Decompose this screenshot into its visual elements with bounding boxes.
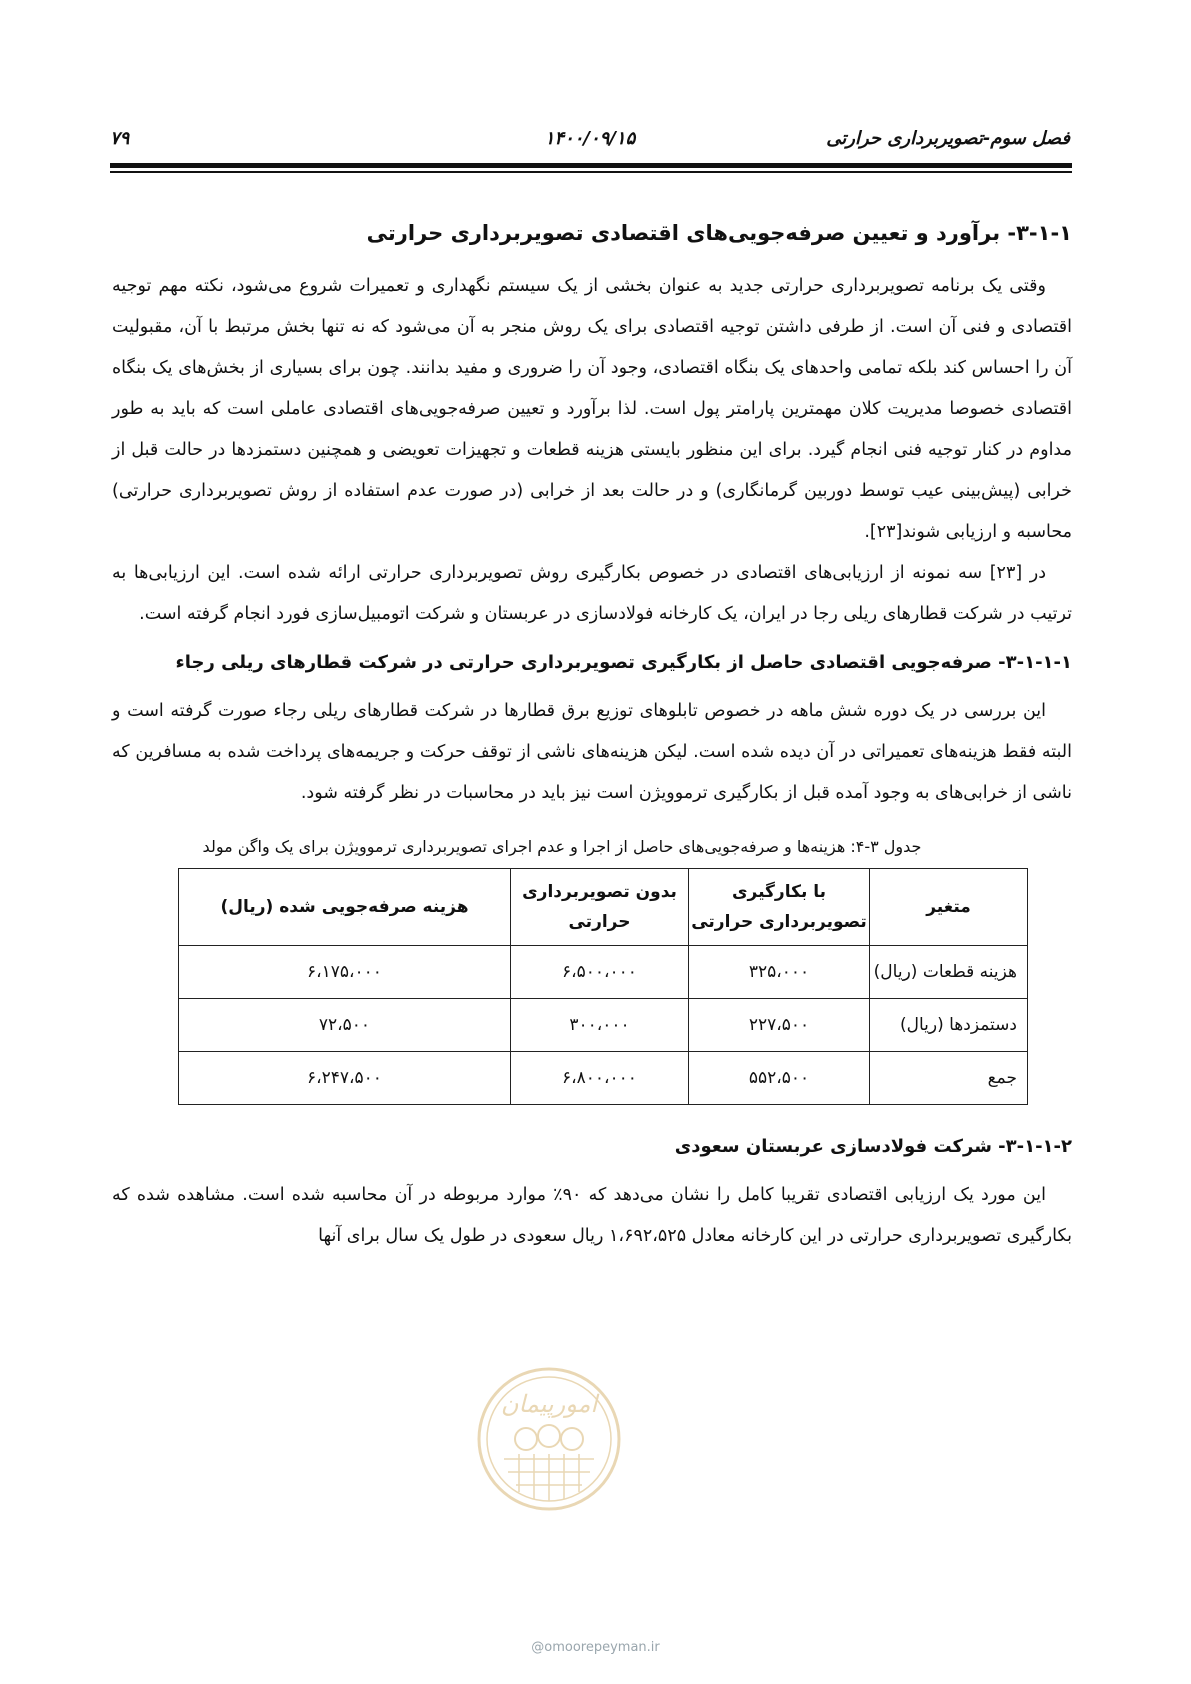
section-paragraph-1: وقتی یک برنامه تصویربرداری حرارتی جدید به عنوان بخشی از یک سیستم نگهداری و تعمیرات شروع می‌شود، نکته مهم توجیه اقتصادی و فنی آن است. از طرفی داشتن توجیه اقتصادی برای یک روش منجر به آن می‌شود که نه تنها بخش مرتبط با آن، مقبولیت آن را احساس کند بلکه تمامی واحدهای یک بنگاه اقتصادی، وجود آن را ضروری و مفید بدانند. چون برای بسیاری از بخش‌های یک بنگاه اقتصادی خصوصا مدیریت کلان مهمترین پارامتر پول است. لذا برآورد و تعیین صرفه‌جویی‌های اقتصادی عاملی است که باید به طور مداوم در کنار توجیه فنی انجام گیرد. برای این منظور بایستی هزینه قطعات و تجهیزات تعویضی و همچنین دستمزدها در حالت قبل از خرابی (پیش‌بینی عیب توسط دوربین گرمانگاری) و در حالت بعد از خرابی (در صورت عدم استفاده از روش تصویربرداری حرارتی) محاسبه و ارزیابی شوند[۲۳]. [112, 276, 1072, 542]
table-cell: جمع [870, 1052, 1028, 1105]
table-cell: ۶،۲۴۷،۵۰۰ [179, 1052, 511, 1105]
header-rule-thin [110, 171, 1072, 173]
table-cell: ۶،۵۰۰،۰۰۰ [511, 946, 689, 999]
table-row [179, 1052, 1028, 1105]
page-content [112, 218, 1072, 1257]
header-rule-thick [110, 163, 1072, 168]
table-cell: ۲۲۷،۵۰۰ [689, 999, 870, 1052]
table-cell: ۶،۸۰۰،۰۰۰ [511, 1052, 689, 1105]
page-header [110, 128, 1070, 158]
table-caption: جدول ۳-۴: هزینه‌ها و صرفه‌جویی‌های حاصل از اجرا و عدم اجرای تصویربرداری ترموویژن برای یک واگن مولد [202, 837, 922, 856]
table-cell: ۶،۱۷۵،۰۰۰ [179, 946, 511, 999]
table-cell: ۳۲۵،۰۰۰ [689, 946, 870, 999]
table-cell: هزینه قطعات (ریال) [870, 946, 1028, 999]
section-paragraph-2: در [۲۳] سه نمونه از ارزیابی‌های اقتصادی در خصوص بکارگیری روش تصویربرداری حرارتی ارائه شده است. این ارزیابی‌ها به ترتیب در شرکت قطارهای ریلی رجا در ایران، یک کارخانه فولادسازی در عربستان و شرکت اتومبیل‌سازی فورد انجام گرفته است. [112, 563, 1072, 624]
table-cell: ۳۰۰،۰۰۰ [511, 999, 689, 1052]
watermark-url: @omoorepeyman.ir [531, 1640, 660, 1655]
chapter-title: فصل سوم-تصویربرداری حرارتی [826, 128, 1070, 149]
table-cell: ۷۲،۵۰۰ [179, 999, 511, 1052]
table-header-cell: با بکارگیری تصویربرداری حرارتی [689, 869, 870, 946]
stamp-seal-icon [474, 1364, 624, 1514]
table-cell: ۵۵۲،۵۰۰ [689, 1052, 870, 1105]
table-header-cell: هزینه صرفه‌جویی شده (ریال) [179, 869, 511, 946]
table-row [179, 946, 1028, 999]
header-date: ۱۴۰۰/۰۹/۱۵ [544, 128, 636, 149]
subsection-2-heading: ۳-۱-۱-۲- شرکت فولادسازی عربستان سعودی [674, 1136, 1072, 1157]
table-row [179, 999, 1028, 1052]
subsection-2-paragraph: این مورد یک ارزیابی اقتصادی تقریبا کامل را نشان می‌دهد که ۹۰٪ موارد مربوطه در آن محاسبه شده است. مشاهده شده که بکارگیری تصویربرداری حرارتی در این کارخانه معادل ۱،۶۹۲،۵۲۵ ریال سعودی در طول یک سال برای آنها [112, 1185, 1072, 1246]
section-heading: ۳-۱-۱- برآورد و تعیین صرفه‌جویی‌های اقتصادی تصویربرداری حرارتی [366, 221, 1072, 245]
subsection-1-heading: ۳-۱-۱-۱- صرفه‌جویی اقتصادی حاصل از بکارگیری تصویربرداری حرارتی در شرکت قطارهای ریلی رجاء [175, 652, 1072, 673]
table-header-cell: متغیر [870, 869, 1028, 946]
table-header-row [179, 869, 1028, 946]
subsection-1-paragraph: این بررسی در یک دوره شش ماهه در خصوص تابلوهای توزیع برق قطارها در شرکت قطارهای ریلی رجاء صورت گرفته است و البته فقط هزینه‌های تعمیراتی در آن دیده شده است. لیکن هزینه‌های ناشی از توقف حرکت و جریمه‌های پرداخت شده به مسافرین که ناشی از خرابی‌های به وجود آمده قبل از بکارگیری ترموویژن است نیز باید در محاسبات در نظر گرفته شود. [112, 701, 1072, 803]
table-cell: دستمزدها (ریال) [870, 999, 1028, 1052]
page-number: ۷۹ [110, 128, 130, 149]
watermark-logo-text: امورپیمان [500, 1390, 598, 1418]
table-header-cell: بدون تصویربرداری حرارتی [511, 869, 689, 946]
cost-table [178, 868, 1028, 1105]
